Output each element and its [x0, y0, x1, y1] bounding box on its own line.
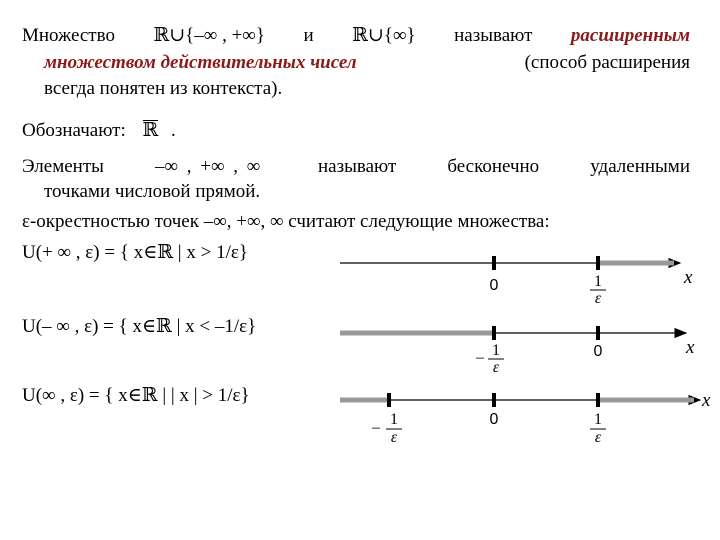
label-one: 1 — [390, 411, 398, 428]
x-axis-label: x — [684, 267, 693, 288]
extended-set-notation-2: ℝ∪{∞} — [352, 25, 416, 46]
notation-label: Обозначают: — [22, 120, 126, 141]
extended-set-notation-1: ℝ∪{–∞ , +∞} — [153, 25, 265, 46]
intro-line-3: всегда понятен из контекста). — [44, 78, 283, 99]
term-extended: расширенным — [570, 25, 690, 46]
term-real-numbers-set: множеством действительных чисел — [44, 52, 357, 73]
elements-word-remote: удаленными — [590, 156, 690, 177]
elements-word-infinitely: бесконечно — [447, 156, 540, 177]
label-minus: – — [372, 419, 380, 436]
label-minus: – — [476, 349, 484, 366]
label-zero: 0 — [489, 277, 499, 294]
set-formula-minus-inf: U(– ∞ , ε) = { x∈ℝ | x < –1/ε} — [22, 316, 257, 337]
label-eps: ε — [390, 429, 398, 446]
eps-neighborhood-text: ε-окрестностью точек –∞, +∞, ∞ считают следующие множества: — [22, 211, 550, 232]
tick-one-over-eps — [596, 393, 600, 407]
label-one: 1 — [594, 273, 602, 290]
x-axis-label: x — [702, 390, 711, 411]
tick-minus-one-over-eps — [492, 326, 496, 340]
intro-word-called: называют — [454, 25, 533, 46]
tick-zero — [492, 256, 496, 270]
x-axis-label: x — [686, 337, 695, 358]
intro-method-text: (способ расширения — [524, 52, 690, 73]
label-eps: ε — [594, 429, 602, 446]
label-eps: ε — [492, 359, 500, 376]
tick-minus-one-over-eps — [387, 393, 391, 407]
elements-word-called: называют — [318, 156, 397, 177]
tick-zero — [492, 393, 496, 407]
intro-word-set: Множество — [22, 25, 115, 46]
label-one: 1 — [594, 411, 602, 428]
axis-minus-infinity — [340, 326, 695, 376]
notation-dot: . — [171, 120, 176, 141]
axis-infinity — [340, 390, 711, 446]
label-one: 1 — [492, 342, 500, 359]
tick-one-over-eps — [596, 256, 600, 270]
set-formula-plus-inf: U(+ ∞ , ε) = { x∈ℝ | x > 1/ε} — [22, 242, 248, 263]
set-formula-inf: U(∞ , ε) = { x∈ℝ | | x | > 1/ε} — [22, 385, 250, 406]
axis-plus-infinity — [340, 256, 693, 307]
label-zero: 0 — [593, 343, 603, 360]
elements-word: Элементы — [22, 156, 104, 177]
label-zero: 0 — [489, 411, 499, 428]
notation-symbol: ℝ — [142, 120, 159, 141]
label-eps: ε — [594, 290, 602, 307]
tick-zero — [596, 326, 600, 340]
elements-points: –∞ , +∞ , ∞ — [155, 156, 261, 177]
intro-word-and: и — [303, 25, 314, 46]
elements-line-2: точками числовой прямой. — [44, 181, 261, 202]
